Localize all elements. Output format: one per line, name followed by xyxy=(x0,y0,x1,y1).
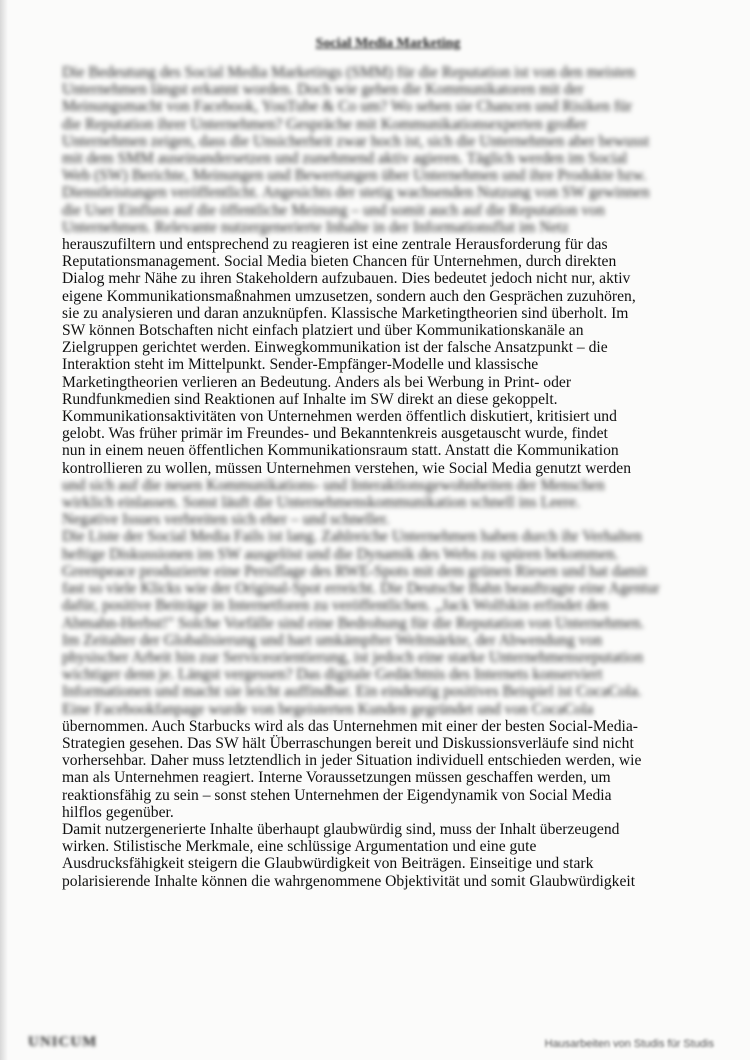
text-line: SW können Botschaften nicht einfach platziert und über Kommunikationskanäle an xyxy=(62,322,584,340)
text-line: Informationen und macht sie leicht auffindbar. Ein eindeutig positives Beispiel ist CocaCola. xyxy=(62,683,642,701)
text-line: wirken. Stilistische Merkmale, eine schlüssige Argumentation und eine gute xyxy=(62,838,537,856)
text-line: vorhersehbar. Daher muss letztendlich in jeder Situation individuell entschieden werden, wie xyxy=(62,752,642,770)
text-line: Web (SW) Berichte, Meinungen und Bewertungen über Unternehmen und ihre Produkte bzw. xyxy=(62,167,647,185)
text-line: Meinungsmacht von Facebook, YouTube & Co um? Wo sehen sie Chancen und Risiken für xyxy=(62,98,633,116)
text-line: die Reputation ihrer Unternehmen? Gespräche mit Kommunikationsexperten großer xyxy=(62,115,588,133)
footer-tagline: Hausarbeiten von Studis für Studis xyxy=(544,1038,714,1050)
text-line: Unternehmen längst erkannt worden. Doch wie gehen die Kommunikatoren mit der xyxy=(62,81,584,99)
text-line: gelobt. Was früher primär im Freundes- und Bekanntenkreis ausgetauscht wurde, findet xyxy=(62,425,608,443)
text-line: nun in einem neuen öffentlichen Kommunikationsraum statt. Anstatt die Kommunikation xyxy=(62,442,619,460)
text-line: Interaktion steht im Mittelpunkt. Sender-Empfänger-Modelle und klassische xyxy=(62,356,539,374)
text-line: fast so viele Klicks wie der Original-Spot erreicht. Die Deutsche Bahn beauftragte eine Agentur xyxy=(62,580,660,598)
text-line: sie zu analysieren und daran anzuknüpfen. Klassische Marketingtheorien sind überholt. Im xyxy=(62,304,629,322)
text-line: man als Unternehmen reagiert. Interne Voraussetzungen müssen geschaffen werden, um xyxy=(62,769,611,787)
text-line: Die Liste der Social Media Fails ist lang. Zahlreiche Unternehmen haben durch ihr Verhalten xyxy=(62,528,642,546)
clear-paragraph-2 xyxy=(62,718,714,890)
text-line: Damit nutzergenerierte Inhalte überhaupt glaubwürdig sind, muss der Inhalt überzeugend xyxy=(62,820,620,838)
text-line: Marketingtheorien verlieren an Bedeutung. Anders als bei Werbung in Print- oder xyxy=(62,373,572,391)
text-line: und sich auf die neuen Kommunikations- und Interaktionsgewohnheiten der Menschen xyxy=(62,476,605,494)
footer-logo-text: UNICUM xyxy=(28,1034,98,1050)
text-line: wirklich einlassen. Sonst läuft die Unternehmenskommunikation schnell ins Leere. xyxy=(62,494,580,512)
text-line: eigene Kommunikationsmaßnahmen umzusetzen, sondern auch den Gesprächen zuzuhören, xyxy=(62,287,636,305)
text-line: Dialog mehr Nähe zu ihren Stakeholdern aufzubauen. Dies bedeutet jedoch nicht nur, aktiv xyxy=(62,270,631,288)
blurred-intro-paragraph xyxy=(62,64,714,236)
text-line: reaktionsfähig zu sein – sonst stehen Unternehmen der Eigendynamik von Social Media xyxy=(62,786,612,804)
text-line: wichtiger denn je. Längst vergessen? Das digitale Gedächtnis des Internets konserviert xyxy=(62,666,603,684)
text-line: Zielgruppen gerichtet werden. Einwegkommunikation ist der falsche Ansatzpunkt – die xyxy=(62,339,608,357)
text-line: Kommunikationsaktivitäten von Unternehmen werden öffentlich diskutiert, kritisiert und xyxy=(62,408,617,426)
document-content xyxy=(62,36,714,890)
text-line: Dienstleistungen veröffentlicht. Angesichts der stetig wachsenden Nutzung von SW gewinnen xyxy=(62,184,650,202)
text-line: hilflos gegenüber. xyxy=(62,803,174,821)
text-line: übernommen. Auch Starbucks wird als das Unternehmen mit einer der besten Social-Media- xyxy=(62,717,638,735)
text-line: kontrollieren zu wollen, müssen Unternehmen verstehen, wie Social Media genutzt werden xyxy=(62,459,631,477)
blurred-middle-paragraph xyxy=(62,477,714,718)
text-line: Strategien gesehen. Das SW hält Überraschungen bereit und Diskussionsverläufe sind nicht xyxy=(62,734,634,752)
text-line: Abmahn-Herbst!" Solche Vorfälle sind eine Bedrohung für die Reputation von Unternehmen. xyxy=(62,614,645,632)
text-line: die User Einfluss auf die öffentliche Meinung – und somit auch auf die Reputation von xyxy=(62,201,605,219)
text-line: Rundfunkmedien sind Reaktionen auf Inhalte im SW direkt an diese gekoppelt. xyxy=(62,390,558,408)
text-line: physischer Arbeit hin zur Serviceorientierung, ist jedoch eine starke Unternehmensreputation xyxy=(62,648,644,666)
text-line: Eine Facebookfanpage wurde von begeisterten Kunden gegründet und von CocaCola xyxy=(62,700,594,718)
document-title: Social Media Marketing xyxy=(315,36,461,51)
text-line: Im Zeitalter der Globalisierung und hart umkämpfter Weltmärkte, der Abwendung von xyxy=(62,631,603,649)
text-line: Negative Issues verbreiten sich eher – und schneller. xyxy=(62,511,390,529)
text-line: dafür, positive Beiträge in Internetforen zu veröffentlichen. „Jack Wolfskin erfindet den xyxy=(62,597,609,615)
text-line: Unternehmen zeigen, dass die Unsicherheit zwar hoch ist, sich die Unternehmen aber bewusst xyxy=(62,132,650,150)
text-line: mit dem SMM auseinandersetzen und zunehmend aktiv agieren. Täglich werden im Social xyxy=(62,150,628,168)
clear-paragraph-1 xyxy=(62,236,714,477)
text-line: Unternehmen. Relevante nutzergenerierte Inhalte in der Informationsflut im Netz xyxy=(62,218,569,236)
text-line: heftige Diskussionen im SW ausgelöst und die Dynamik des Webs zu spüren bekommen. xyxy=(62,545,619,563)
text-line: herauszufiltern und entsprechend zu reagieren ist eine zentrale Herausforderung für das xyxy=(62,236,608,254)
text-line: Reputationsmanagement. Social Media bieten Chancen für Unternehmen, durch direkten xyxy=(62,253,617,271)
text-line: Die Bedeutung des Social Media Marketings (SMM) für die Reputation ist von den meisten xyxy=(62,64,635,81)
text-line: Greenpeace produzierte eine Persiflage des RWE-Spots mit dem grünen Riesen und hat damit xyxy=(62,562,648,580)
text-line: polarisierende Inhalte können die wahrgenommene Objektivität und somit Glaubwürdigkeit xyxy=(62,872,636,890)
text-line: Ausdrucksfähigkeit steigern die Glaubwürdigkeit von Beiträgen. Einseitige und stark xyxy=(62,855,594,873)
